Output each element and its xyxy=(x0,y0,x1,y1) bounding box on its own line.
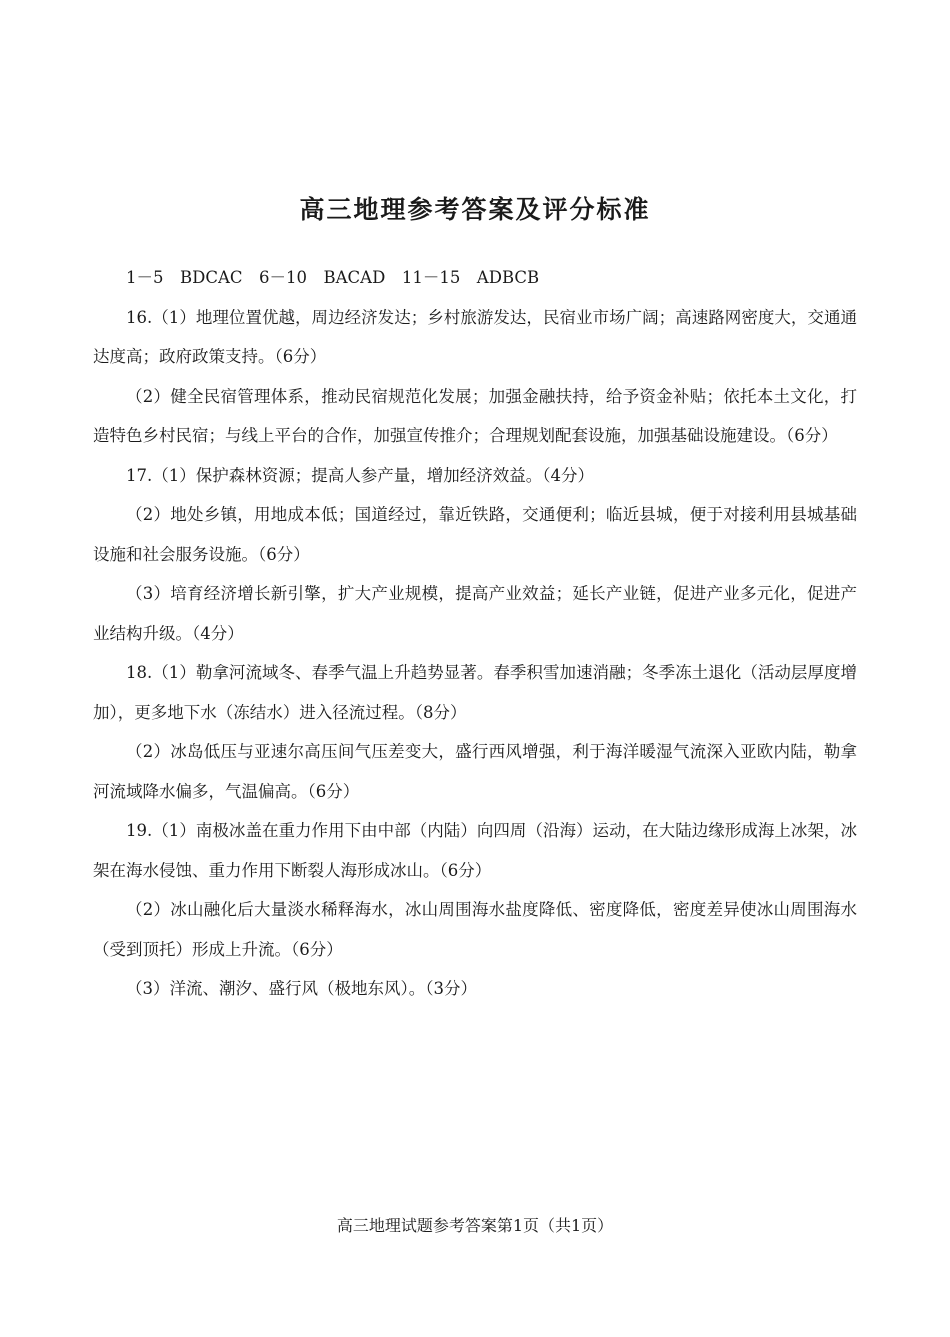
answer-19-3: （3）洋流、潮汐、盛行风（极地东风）。（3分） xyxy=(126,979,477,998)
answer-body xyxy=(93,258,857,1009)
answer-17-3: （3）培育经济增长新引擎，扩大产业规模，提高产业效益；延长产业链，促进产业多元化，促进产业结构升级。（4分） xyxy=(93,584,857,643)
page-footer: 高三地理试题参考答案第1页（共1页） xyxy=(336,1216,614,1235)
answer-18-1: 18.（1）勒拿河流域冬、春季气温上升趋势显著。春季积雪加速消融；冬季冻土退化（活动层厚度增加），更多地下水（冻结水）进入径流过程。（8分） xyxy=(93,663,857,722)
multiple-choice-answers: 1－5 BDCAC 6－10 BACAD 11－15 ADBCB xyxy=(126,268,540,287)
answer-16-2: （2）健全民宿管理体系，推动民宿规范化发展；加强金融扶持，给予资金补贴；依托本土文化，打造特色乡村民宿；与线上平台的合作，加强宣传推介；合理规划配套设施，加强基础设施建设。（6分） xyxy=(93,386,857,445)
answer-18-2: （2）冰岛低压与亚速尔高压间气压差变大，盛行西风增强，利于海洋暖湿气流深入亚欧内陆，勒拿河流域降水偏多，气温偏高。（6分） xyxy=(93,742,857,801)
answer-19-2: （2）冰山融化后大量淡水稀释海水，冰山周围海水盐度降低、密度降低，密度差异使冰山周围海水（受到顶托）形成上升流。（6分） xyxy=(93,900,857,959)
answer-17-2: （2）地处乡镇，用地成本低；国道经过，靠近铁路，交通便利；临近县城，便于对接利用县城基础设施和社会服务设施。（6分） xyxy=(93,505,857,564)
answer-19-1: 19.（1）南极冰盖在重力作用下由中部（内陆）向四周（沿海）运动，在大陆边缘形成海上冰架，冰架在海水侵蚀、重力作用下断裂人海形成冰山。（6分） xyxy=(93,821,857,880)
answer-16-1: 16.（1）地理位置优越，周边经济发达；乡村旅游发达，民宿业市场广阔；高速路网密度大，交通通达度高；政府政策支持。（6分） xyxy=(93,307,857,366)
page-title: 高三地理参考答案及评分标准 xyxy=(299,195,651,224)
answer-17-1: 17.（1）保护森林资源；提高人参产量，增加经济效益。（4分） xyxy=(126,465,594,485)
